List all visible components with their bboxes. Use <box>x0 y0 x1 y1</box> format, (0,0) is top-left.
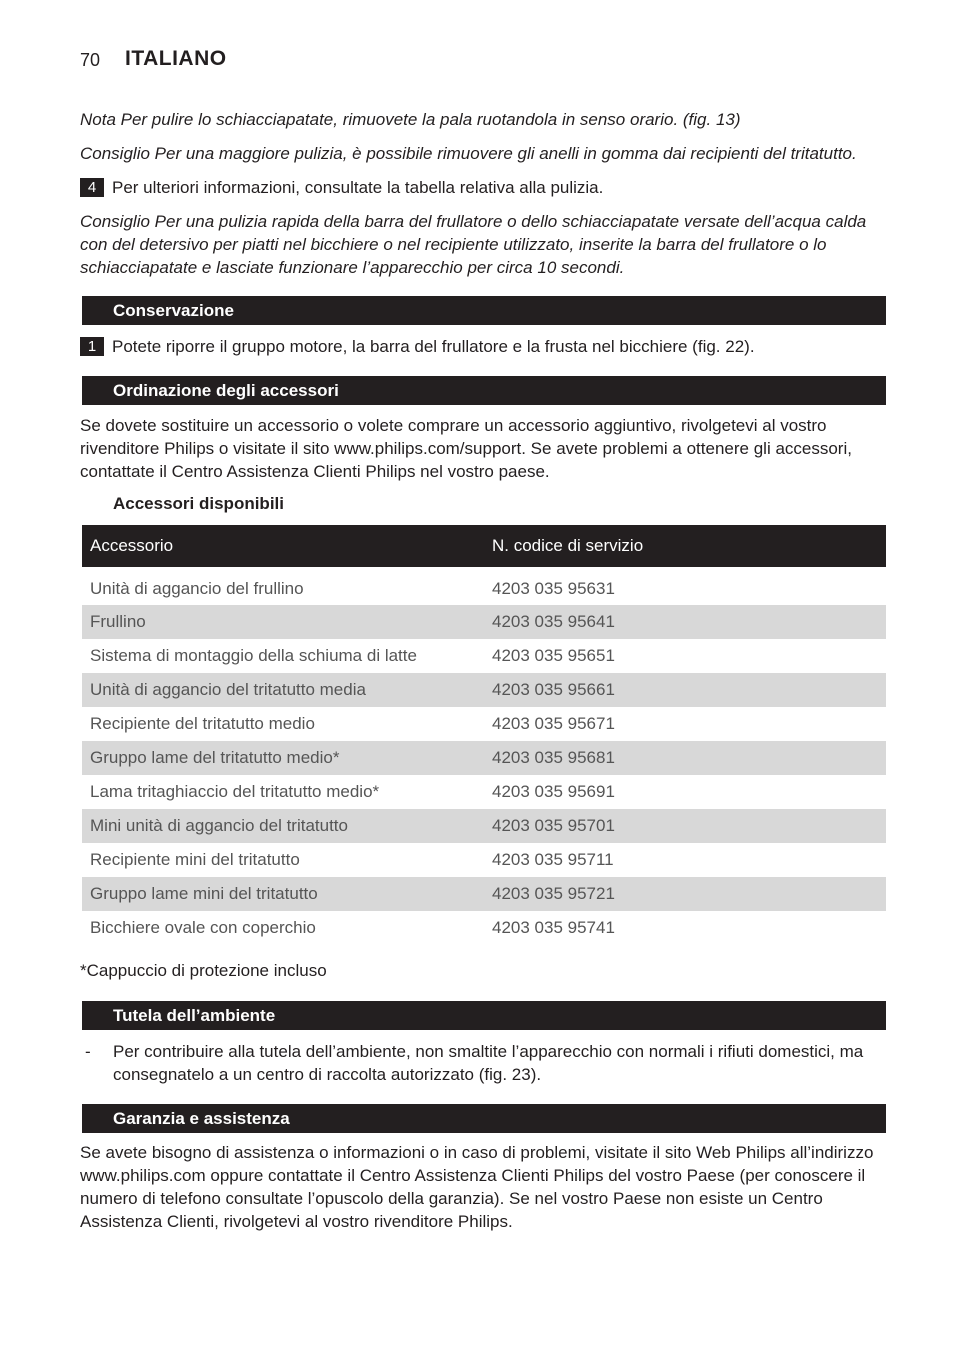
tip-paragraph-2: Consiglio Per una pulizia rapida della barra del frullatore o dello schiacciapatate versate dell’acqua calda con del detersivo per piatti nel bicchiere o nel recipiente utilizzato, inserite la barra del frullatore o lo schiacciapatate e lasciate funzionare l’apparecchio per circa 10 secondi. <box>80 212 867 277</box>
table-row <box>82 639 886 673</box>
section-heading-conservazione: Conservazione <box>82 296 886 325</box>
accessory-name: Gruppo lame del tritatutto medio* <box>82 741 484 775</box>
accessory-name: Frullino <box>82 605 484 639</box>
column-header-codice: N. codice di servizio <box>484 525 886 567</box>
accessory-name: Gruppo lame mini del tritatutto <box>82 877 484 911</box>
table-row <box>82 877 886 911</box>
table-row <box>82 775 886 809</box>
language-heading: ITALIANO <box>125 47 227 70</box>
list-item-text: Per contribuire alla tutela dell’ambiente, non smaltite l’apparecchio con normali i rifiuti domestici, ma consegnatelo a un centro di raccolta autorizzato (fig. 23). <box>113 1042 864 1084</box>
table-row <box>82 809 886 843</box>
section-heading-garanzia: Garanzia e assistenza <box>82 1104 886 1133</box>
step-text: Per ulteriori informazioni, consultate la tabella relativa alla pulizia. <box>112 178 604 197</box>
service-code: 4203 035 95661 <box>484 673 886 707</box>
accessori-subheading: Accessori disponibili <box>113 494 284 513</box>
accessory-name: Recipiente del tritatutto medio <box>90 714 315 733</box>
column-header-accessorio: Accessorio <box>82 525 484 567</box>
accessory-name: Unità di aggancio del frullino <box>90 579 304 598</box>
service-code: 4203 035 95721 <box>484 877 886 911</box>
table-row <box>82 567 886 605</box>
accessory-name: Bicchiere ovale con coperchio <box>90 918 316 937</box>
accessory-name: Sistema di montaggio della schiuma di latte <box>90 646 417 665</box>
table-row <box>82 741 886 775</box>
accessories-table <box>82 525 886 945</box>
section-heading-ambiente: Tutela dell’ambiente <box>82 1001 886 1030</box>
service-code: 4203 035 95681 <box>484 741 886 775</box>
table-footnote: *Cappuccio di protezione incluso <box>80 961 327 980</box>
table-row <box>82 605 886 639</box>
step-text: Potete riporre il gruppo motore, la barra del frullatore e la frusta nel bicchiere (fig. 22). <box>112 337 755 356</box>
accessory-name: Lama tritaghiaccio del tritatutto medio* <box>90 782 380 801</box>
accessory-name: Mini unità di aggancio del tritatutto <box>82 809 484 843</box>
service-code: 4203 035 95631 <box>492 579 615 598</box>
service-code: 4203 035 95741 <box>492 918 615 937</box>
table-row <box>82 673 886 707</box>
ordinazione-paragraph: Se dovete sostituire un accessorio o volete comprare un accessorio aggiuntivo, rivolgetevi al vostro rivenditore Philips o visitate il sito www.philips.com/support. Se avete problemi a ottenere gli accessori, contattate il Centro Assistenza Clienti Philips nel vostro paese. <box>80 416 852 481</box>
service-code: 4203 035 95691 <box>492 782 615 801</box>
section-heading-ordinazione: Ordinazione degli accessori <box>82 376 886 405</box>
table-row <box>82 843 886 877</box>
step-number-badge: 4 <box>80 178 104 197</box>
table-header-row <box>82 525 886 567</box>
step-4 <box>80 176 888 199</box>
table-row <box>82 911 886 945</box>
page-number: 70 <box>80 50 101 70</box>
table-row <box>82 707 886 741</box>
list-item <box>80 1040 888 1086</box>
service-code: 4203 035 95651 <box>492 646 615 665</box>
service-code: 4203 035 95641 <box>484 605 886 639</box>
note-paragraph: Nota Per pulire lo schiacciapatate, rimuovete la pala ruotandola in senso orario. (fig. 13) <box>80 110 741 129</box>
service-code: 4203 035 95671 <box>492 714 615 733</box>
step-1 <box>80 335 888 358</box>
garanzia-paragraph: Se avete bisogno di assistenza o informazioni o in caso di problemi, visitate il sito Web Philips all’indirizzo www.philips.com oppure contattate il Centro Assistenza Clienti Philips del vostro Paese (per conoscere il numero di telefono consultate l’opuscolo della garanzia). Se nel vostro Paese non esiste un Centro Assistenza Clienti, rivolgetevi al vostro rivenditore Philips. <box>80 1143 874 1231</box>
step-number-badge: 1 <box>80 337 104 356</box>
accessory-name: Recipiente mini del tritatutto <box>90 850 300 869</box>
tip-paragraph: Consiglio Per una maggiore pulizia, è possibile rimuovere gli anelli in gomma dai recipienti del tritatutto. <box>80 144 857 163</box>
service-code: 4203 035 95701 <box>484 809 886 843</box>
service-code: 4203 035 95711 <box>492 850 614 869</box>
list-dash: - <box>85 1042 91 1061</box>
accessory-name: Unità di aggancio del tritatutto media <box>82 673 484 707</box>
